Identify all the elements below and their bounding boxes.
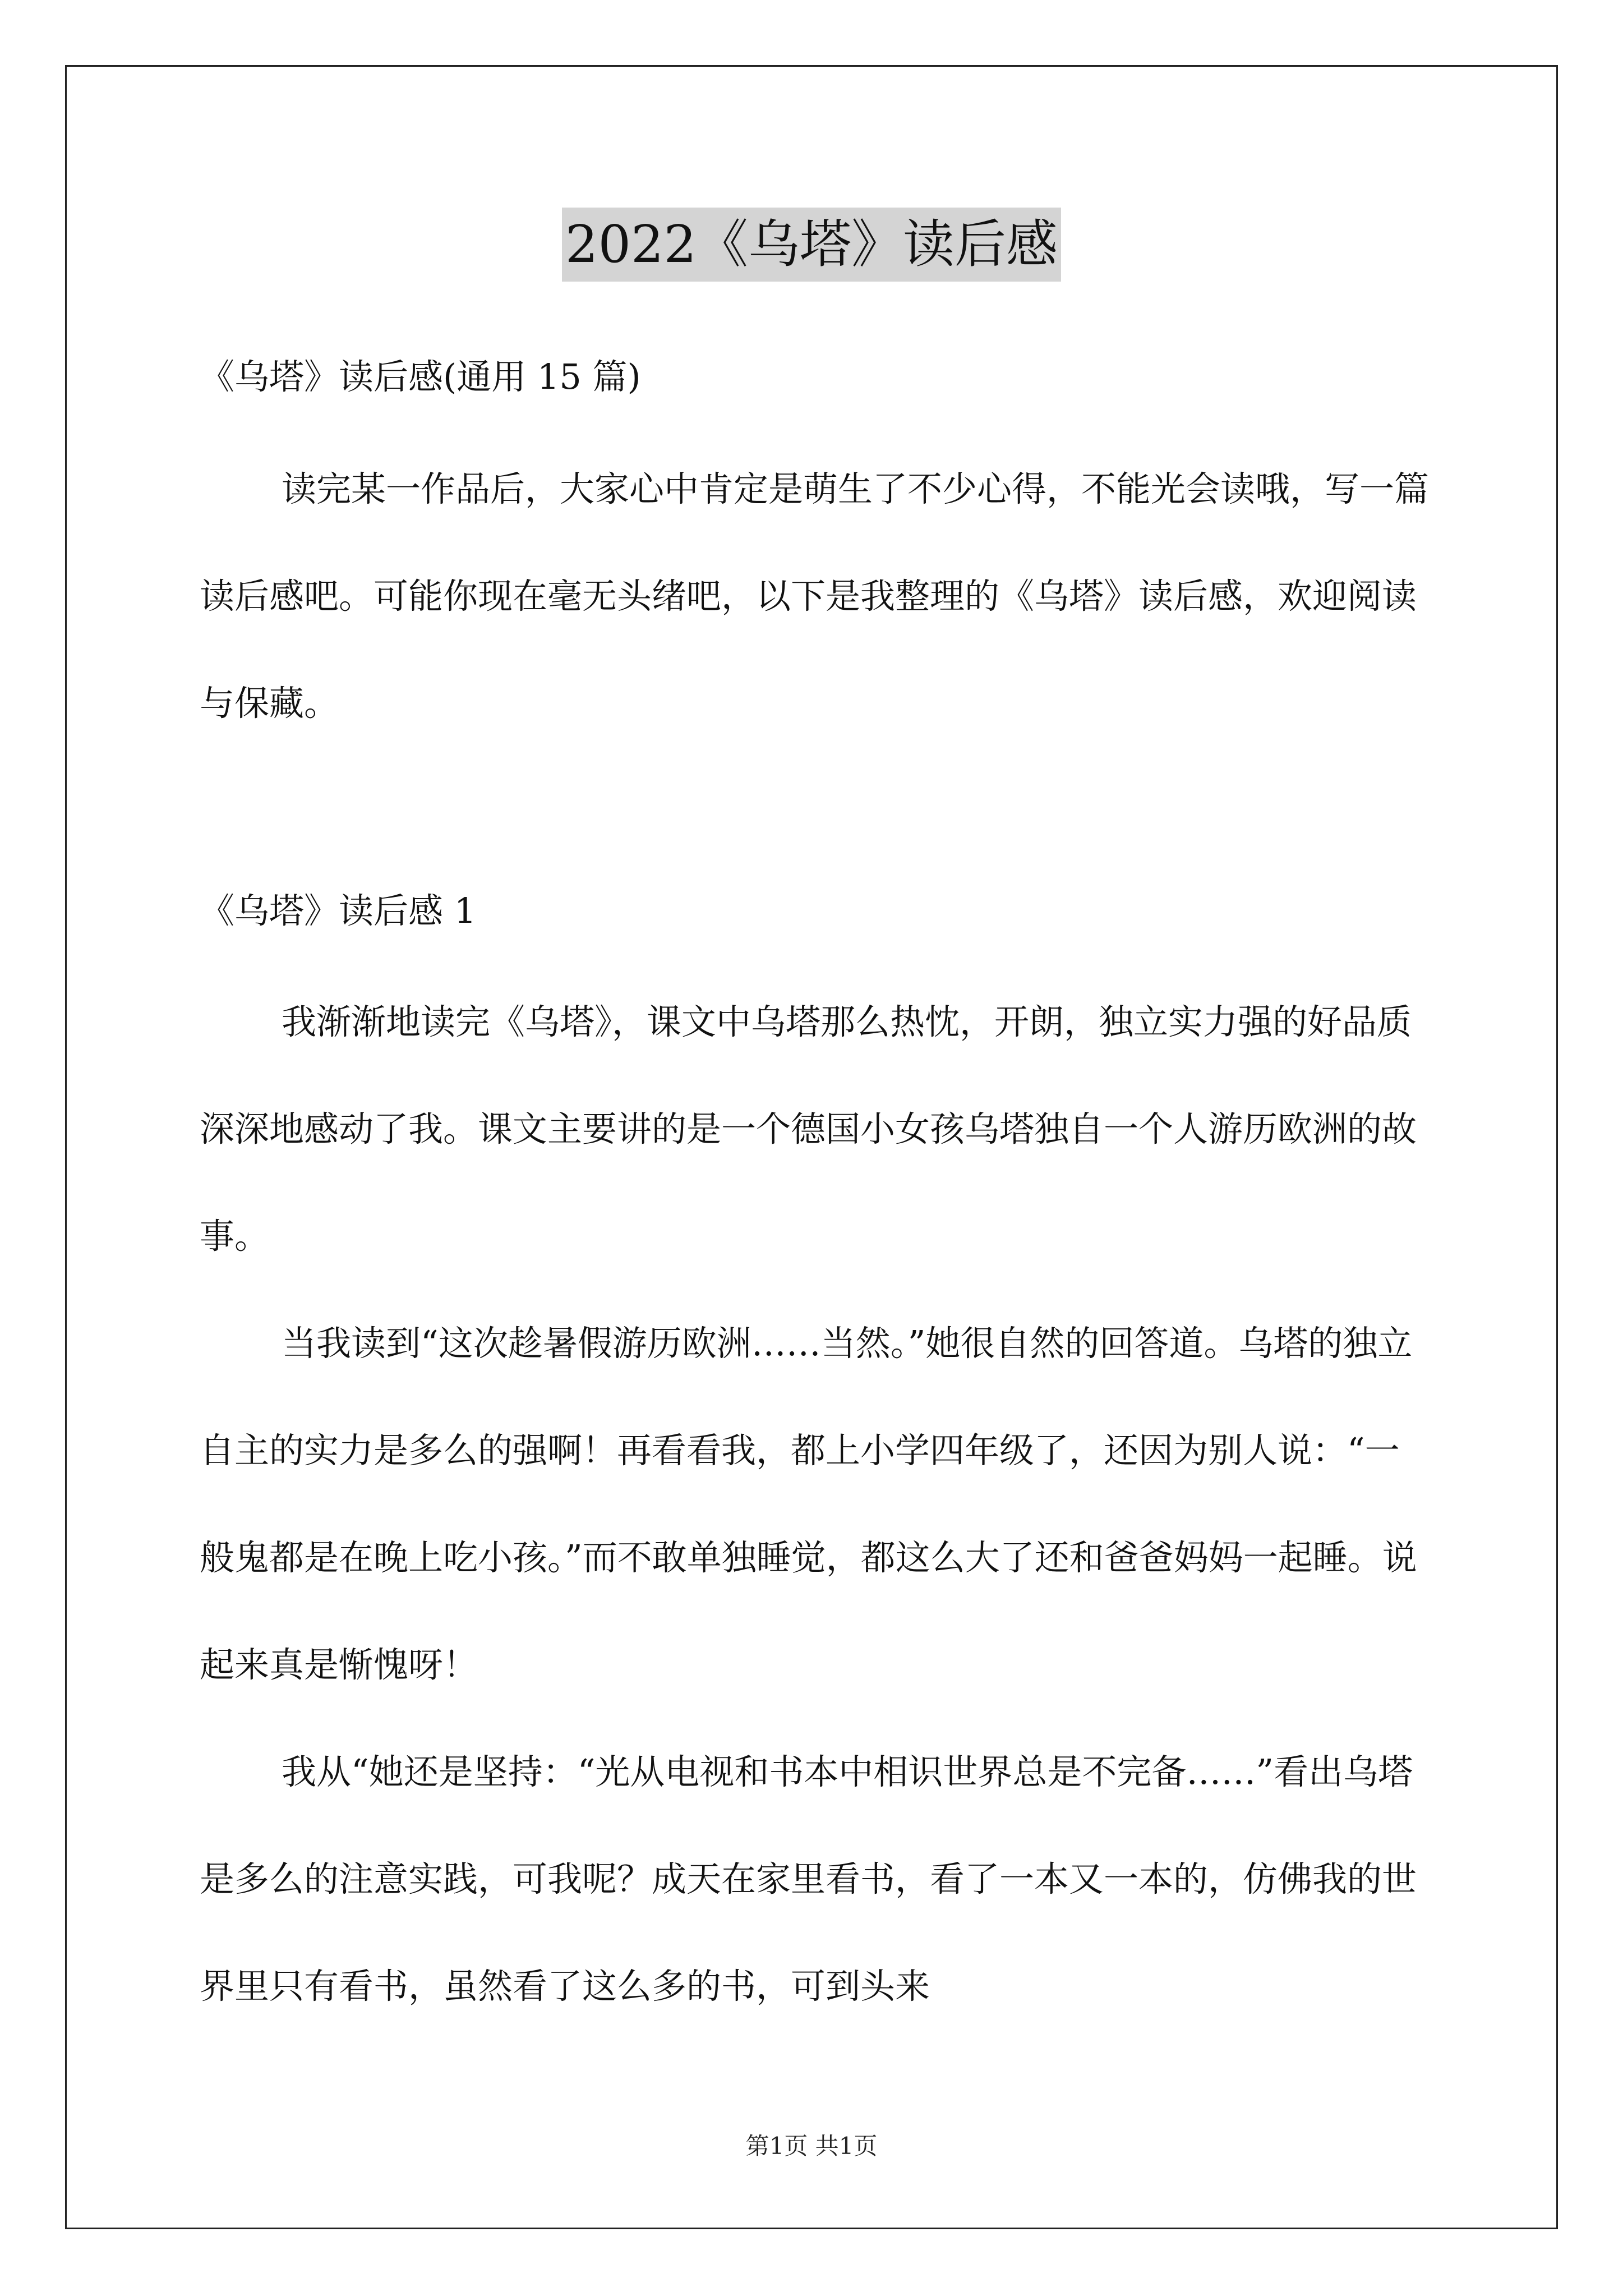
- page-footer: 第1页 共1页: [745, 2132, 878, 2160]
- title-container: [0, 208, 1623, 282]
- body-paragraph: 当我读到“这次趁暑假游历欧洲……当然。”她很自然的回答道。乌塔的独立自主的实力是多么的强啊！再看看我，都上小学四年级了，还因为别人说：“一般鬼都是在晚上吃小孩。”而不敢单独睡觉，都这么大了还和爸爸妈妈一起睡。说起来真是惭愧呀！: [200, 1323, 1417, 1685]
- intro-paragraph: 读完某一作品后，大家心中肯定是萌生了不少心得，不能光会读哦，写一篇读后感吧。可能你现在毫无头绪吧，以下是我整理的《乌塔》读后感，欢迎阅读与保藏。: [200, 468, 1430, 724]
- body-paragraph: 我渐渐地读完《乌塔》，课文中乌塔那么热忱，开朗，独立实力强的好品质深深地感动了我。课文主要讲的是一个德国小女孩乌塔独自一个人游历欧洲的故事。: [200, 1001, 1417, 1257]
- body-paragraph: 我从“她还是坚持：“光从电视和书本中相识世界总是不完备……”看出乌塔是多么的注意实践，可我呢？成天在家里看书，看了一本又一本的，仿佛我的世界里只有看书，虽然看了这么多的书，可到头来: [200, 1751, 1417, 2007]
- document-title: 2022《乌塔》读后感: [562, 208, 1061, 282]
- document-subtitle: 《乌塔》读后感(通用 15 篇): [200, 356, 641, 397]
- section-heading: 《乌塔》读后感 1: [200, 890, 477, 931]
